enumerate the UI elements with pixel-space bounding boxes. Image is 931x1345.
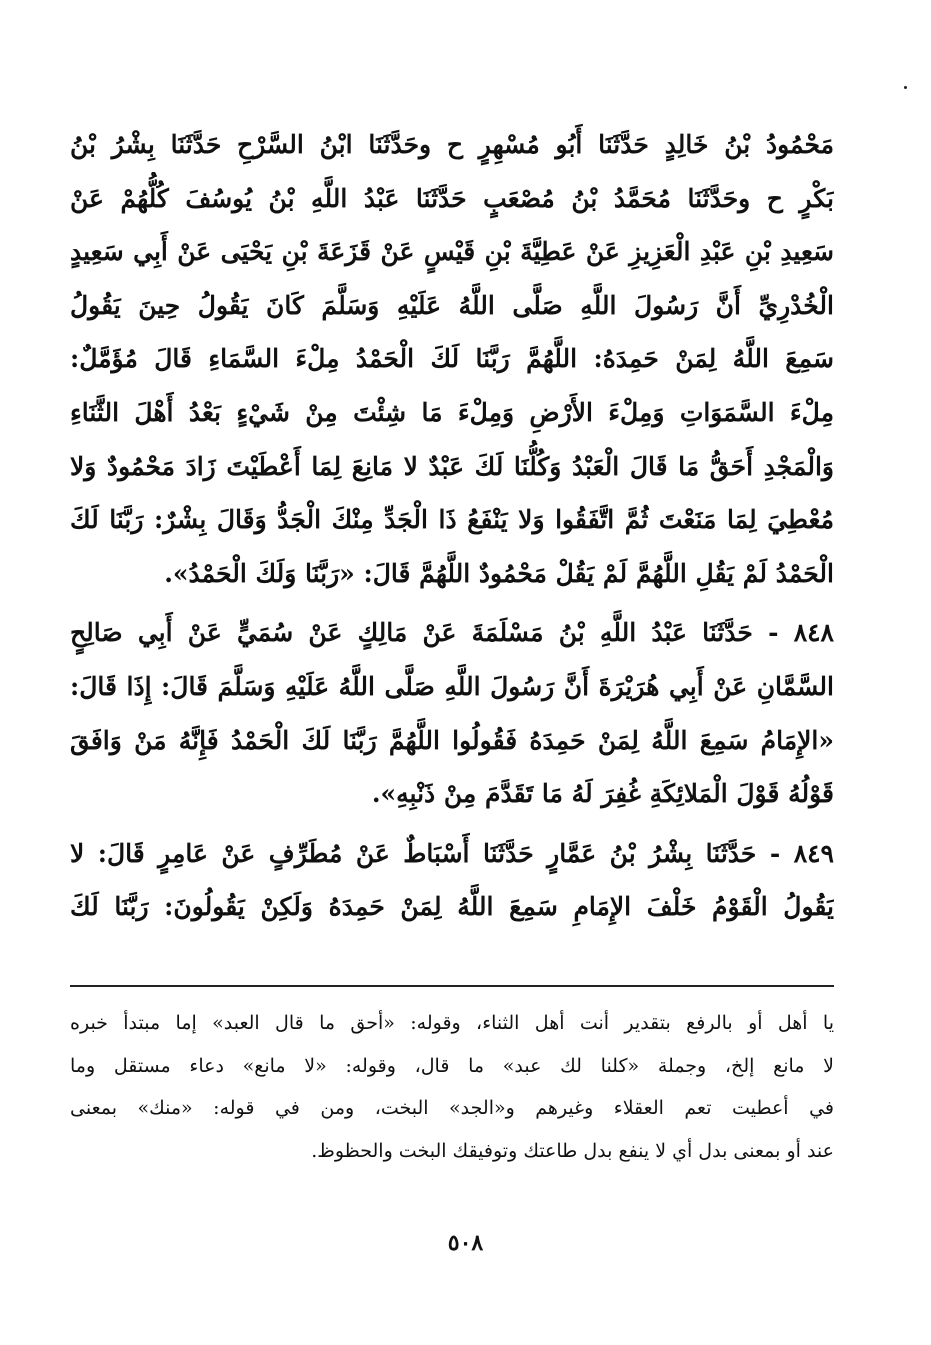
page-number: ٥٠٨ bbox=[447, 1230, 484, 1256]
text-line: مَحْمُودُ بْنُ خَالِدٍ حَدَّثَنَا أَبُو مُسْهِرٍ ح وحَدَّثَنَا ابْنُ السَّرْحِ حَدَّثَنَا بِشْرُ بْنُ bbox=[70, 130, 834, 159]
text-line: يَقُولُ الْقَوْمُ خَلْفَ الإِمَامِ سَمِعَ اللَّهُ لِمَنْ حَمِدَهُ وَلَكِنْ يَقُولُونَ: رَبَّنَا لَكَ bbox=[70, 892, 834, 922]
text-line: وَالْمَجْدِ أَحَقُّ مَا قَالَ الْعَبْدُ وَكُلُّنَا لَكَ عَبْدٌ لا مَانِعَ لِمَا أَعْطَيْتَ زَادَ مَحْمُودٌ وَلا bbox=[70, 451, 834, 481]
footnote-line: يا أهل أو بالرفع بتقدير أنت أهل الثناء، وقوله: «أحق ما قال العبد» إما مبتدأ خبره bbox=[70, 1012, 834, 1034]
hadith-849-line: ٨٤٩ - حَدَّثَنَا بِشْرُ بْنُ عَمَّارٍ حَدَّثَنَا أَسْبَاطٌ عَنْ مُطَرِّفٍ عَنْ عَامِرٍ قَالَ: لا bbox=[70, 838, 834, 868]
text-line: الْخُدْرِيِّ أَنَّ رَسُولَ اللَّهِ صَلَّى اللَّهُ عَلَيْهِ وَسَلَّمَ كَانَ يَقُولُ حِينَ يَقُولُ bbox=[70, 290, 834, 320]
footnote-line: في أعطيت تعم العقلاء وغيرهم و«الجد» البخت، ومن في قوله: «منك» بمعنى bbox=[70, 1097, 834, 1119]
text-line: سَمِعَ اللَّهُ لِمَنْ حَمِدَهُ: اللَّهُمَّ رَبَّنَا لَكَ الْحَمْدُ مِلْءَ السَّمَاءِ قَالَ مُؤَمَّلٌ: bbox=[70, 344, 834, 374]
text-line: قَوْلُهُ قَوْلَ الْمَلائِكَةِ غُفِرَ لَهُ مَا تَقَدَّمَ مِنْ ذَنْبِهِ». bbox=[371, 779, 834, 809]
text-line: سَعِيدِ بْنِ عَبْدِ الْعَزِيزِ عَنْ عَطِيَّةَ بْنِ قَيْسٍ عَنْ قَزَعَةَ بْنِ يَحْيَى عَنْ أَبِي سَعِيدٍ bbox=[70, 237, 834, 267]
footnote-line: لا مانع إلخ، وجملة «كلنا لك عبد» ما قال، وقوله: «لا مانع» دعاء مستقل وما bbox=[70, 1054, 834, 1077]
text-line: الْحَمْدُ لَمْ يَقُلِ اللَّهُمَّ لَمْ يَقُلْ مَحْمُودٌ اللَّهُمَّ قَالَ: «رَبَّنَا وَلَكَ الْحَمْدُ». bbox=[164, 558, 834, 588]
hadith-848-line: ٨٤٨ - حَدَّثَنَا عَبْدُ اللَّهِ بْنُ مَسْلَمَةَ عَنْ مَالِكٍ عَنْ سُمَيٍّ عَنْ أَبِي صَالِحٍ bbox=[70, 618, 834, 648]
text-line: مِلْءَ السَّمَوَاتِ وَمِلْءَ الأَرْضِ وَمِلْءَ مَا شِئْتَ مِنْ شَيْءٍ بَعْدُ أَهْلَ الثَّنَاءِ bbox=[70, 397, 834, 427]
text-line: «الإِمَامُ سَمِعَ اللَّهُ لِمَنْ حَمِدَهُ فَقُولُوا اللَّهُمَّ رَبَّنَا لَكَ الْحَمْدُ فَإِنَّهُ مَنْ وَافَقَ bbox=[70, 725, 834, 755]
footnote-separator bbox=[70, 985, 834, 987]
scan-speck bbox=[904, 86, 907, 89]
text-line: السَّمَّانِ عَنْ أَبِي هُرَيْرَةَ أَنَّ رَسُولَ اللَّهِ صَلَّى اللَّهُ عَلَيْهِ وَسَلَّمَ قَالَ: إِذَا قَالَ: bbox=[70, 671, 834, 701]
text-line: بَكْرٍ ح وحَدَّثَنَا مُحَمَّدُ بْنُ مُصْعَبٍ حَدَّثَنَا عَبْدُ اللَّهِ بْنُ يُوسُفَ كُلُّهُمْ عَنْ bbox=[70, 183, 834, 213]
footnote-line: عند أو بمعنى بدل أي لا ينفع بدل طاعتك وتوفيقك البخت والحظوظ. bbox=[311, 1139, 834, 1162]
hadith-text bbox=[70, 118, 834, 934]
footnotes bbox=[70, 1002, 834, 1172]
text-line: مُعْطِيَ لِمَا مَنَعْتَ ثُمَّ اتَّفَقُوا وَلا يَنْفَعُ ذَا الْجَدِّ مِنْكَ الْجَدُّ وَقَالَ بِشْرٌ: رَبَّنَا لَكَ bbox=[70, 505, 834, 535]
